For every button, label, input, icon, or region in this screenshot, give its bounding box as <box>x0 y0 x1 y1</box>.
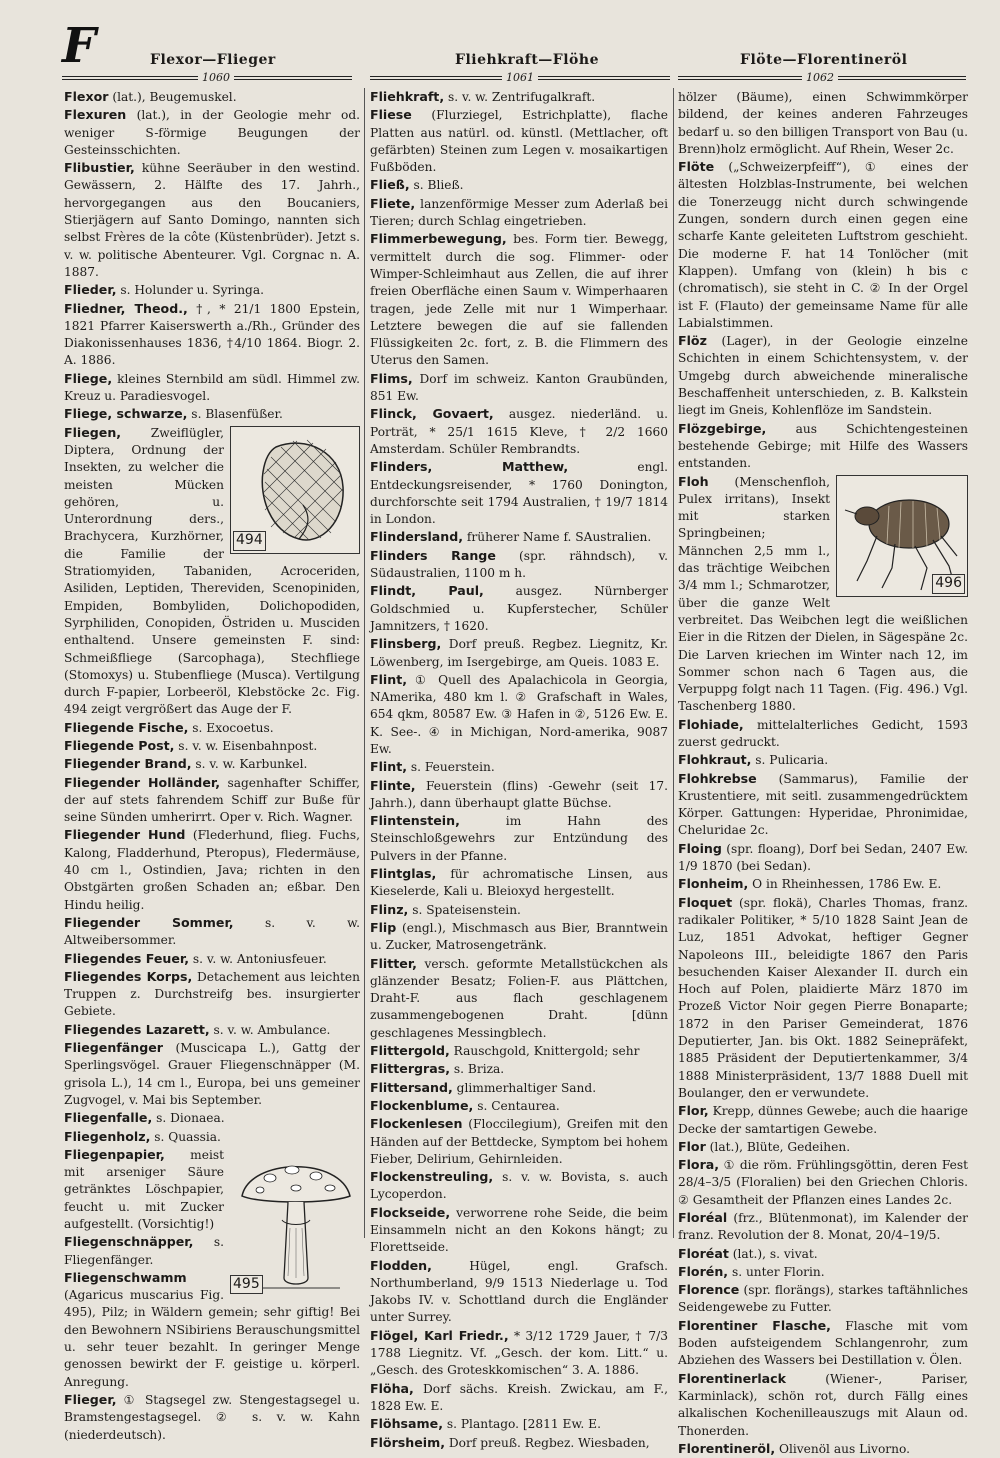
entry <box>370 405 668 458</box>
definition: s. Blasenfüßer. <box>187 407 283 422</box>
entry <box>678 1370 968 1440</box>
definition: aus Schichtengesteinen bestehende Gebirge; mit Hilfe des Wassers entstanden. <box>678 421 968 471</box>
entry <box>64 774 360 827</box>
entry <box>370 1204 668 1257</box>
headword: Florentiner Flasche, <box>678 1317 831 1333</box>
definition: Detachement aus leichten Truppen z. Durchstreifg bes. insurgierter Gebiete. <box>64 969 360 1019</box>
definition: s. Quassia. <box>150 1129 221 1144</box>
headword: Flexuren <box>64 107 127 123</box>
entry <box>64 950 360 968</box>
headword: Fliedner, Theod., <box>64 300 188 316</box>
entry <box>64 968 360 1021</box>
headword: Fliegende Fische, <box>64 719 189 735</box>
entry <box>678 894 968 1103</box>
entry <box>678 88 968 158</box>
headword: Flöhsame, <box>370 1416 443 1432</box>
entry <box>678 751 968 769</box>
definition: Dorf preuß. Regbez. Liegnitz, Kr. Löwenberg, im Isergebirge, am Queis. 1083 E. <box>370 637 668 669</box>
definition: (spr. rähndsch), v. Südaustralien, 1100 m h. <box>370 548 668 581</box>
definition: Krepp, dünnes Gewebe; auch die haarige Decke der samtartigen Gewebe. <box>678 1104 968 1136</box>
definition: ausgez. Nürnberger Goldschmied u. Kupferstecher, Schüler Jamnitzers, † 1620. <box>370 584 668 633</box>
headword: Flonheim, <box>678 876 749 892</box>
definition: versch. geformte Metallstückchen als glänzender Besatz; Folien-F. aus Plättchen, Draht-F. aus flach geschlagenem zusammengebogenen Draht. [dünn geschlagenes Messingblech. <box>370 956 668 1040</box>
entry <box>64 106 360 159</box>
headword: Flinte, <box>370 777 416 793</box>
entry <box>678 1102 968 1138</box>
headword: Flittersand, <box>370 1079 453 1095</box>
entry <box>64 281 360 299</box>
headword: Floréal <box>678 1210 728 1225</box>
headword: Flöte <box>678 159 715 175</box>
entry <box>370 370 668 406</box>
definition: Dorf im schweiz. Kanton Graubünden, 851 Ew. <box>370 371 668 404</box>
definition: (Muscicapa L.), Gattg der Sperlingsvögel. Grauer Fliegenschnäpper (M. grisola L.), 14 cm l., Europa, bei uns gemeiner Zugvogel, v. Mai bis September. <box>64 1041 360 1107</box>
definition: (engl.), Mischmasch aus Bier, Branntwein u. Zucker, Matrosengetränk. <box>370 920 668 953</box>
definition: hölzer (Bäume), einen Schwimmkörper bildend, der keines anderen Fahrzeuges bedarf u. so den billigen Transport von Bau (u. Brenn)holz ermöglicht. Auf Rhein, Weser 2c. <box>678 90 968 156</box>
definition: s. Fliegenfänger. <box>64 1235 224 1267</box>
definition: (Agaricus muscarius Fig. 495), Pilz; in Wäldern gemein; sehr giftig! Bei den Bewohnern NSibiriens Berauschungsmittel u. sehr teuer bezahlt. In geringer Menge genossen bewirkt der F. geistige u. körperl. Anregung. <box>64 1288 360 1389</box>
definition: s. v. w. Bovista, s. auch Lycoperdon. <box>370 1170 668 1202</box>
entry <box>370 1079 668 1097</box>
entry <box>370 582 668 635</box>
entry <box>370 1042 668 1060</box>
headword: Flexor <box>64 89 109 104</box>
headword: Flockenblume, <box>370 1097 474 1113</box>
headword: Flip <box>370 919 397 935</box>
headword: Flinsberg, <box>370 636 442 652</box>
headword: Flöz <box>678 333 707 349</box>
headword: Florén, <box>678 1263 729 1279</box>
headword: Florentinerlack <box>678 1370 787 1386</box>
definition: Flasche mit vom Boden aufsteigendem Schlangenrohr, zum Abziehen des Wassers bei Destillation v. Ölen. <box>678 1318 968 1368</box>
headword: Floquet <box>678 894 733 910</box>
headword: Fliegendes Korps, <box>64 968 193 984</box>
headword: Fliehkraft, <box>370 89 445 104</box>
definition: Olivenöl aus Livorno. <box>775 1441 910 1456</box>
definition: O in Rheinhessen, 1786 Ew. E. <box>748 877 942 892</box>
headword: Flittergold, <box>370 1043 450 1059</box>
entry <box>370 458 668 528</box>
headword: Fliegender Holländer, <box>64 774 221 790</box>
headword: Flimmerbewegung, <box>370 231 507 247</box>
entry <box>64 88 360 106</box>
headword: Flibustier, <box>64 160 135 176</box>
entry <box>64 719 360 737</box>
headword: Fliegende Post, <box>64 737 175 753</box>
entry <box>64 300 360 370</box>
definition: ausgez. niederländ. u. Porträt, * 25/1 1615 Kleve, † 2/2 1660 Amsterdam. Schüler Rembrandts. <box>370 407 668 456</box>
headword: Fliegendes Feuer, <box>64 950 190 966</box>
definition: s. unter Florin. <box>728 1264 825 1279</box>
figure-number: 494 <box>233 531 266 550</box>
figure-number: 495 <box>230 1275 263 1294</box>
definition: s. Holunder u. Syringa. <box>116 283 264 298</box>
definition: (lat.), Blüte, Gedeihen. <box>705 1139 851 1154</box>
entry <box>370 812 668 865</box>
entry <box>678 332 968 419</box>
headword: Flinz, <box>370 901 409 917</box>
headword: Fließ, <box>370 177 410 193</box>
definition: ① Quell des Apalachicola in Georgia, NAmerika, 480 km l. ② Grafschaft in Wales, 654 qkm, 80587 Ew. ③ Hafen in ②, 5126 Ew. E. K. See-. ④ in Michigan, Nord-amerika, 9087 Ew. <box>370 672 668 756</box>
headword: Floréat <box>678 1245 729 1261</box>
definition: s. Briza. <box>450 1062 505 1077</box>
entry <box>678 1209 968 1245</box>
entry <box>678 1138 968 1156</box>
column-right <box>678 88 968 1458</box>
definition: Zweiflügler, Diptera, Ordnung der Insekten, zu welcher die meisten Mücken gehören, u. Unterordnung ders., Brachycera, Kurzhörner, die Familie der Stratiomyiden, Tabaniden, Acroceriden, Asiliden, Leptiden, Thereviden, Scenopiniden, Empiden, Bombyliden, Dolichopodiden, Syrphiliden, Conopiden, Östriden u. Musciden enthaltend. Unsere gemeinsten F. sind: Schmeißfliege (Sarcophaga), Stechfliege (Stomoxys) u. Stubenfliege (Musca). Vertilgung durch F-papier, Lorbeeröl, Klebstöcke 2c. Fig. 494 zeigt vergrößert das Auge der F. <box>64 425 360 717</box>
definition: s. Bließ. <box>409 178 464 193</box>
entry <box>64 914 360 950</box>
entry <box>370 865 668 901</box>
entry <box>678 840 968 876</box>
entry <box>678 716 968 752</box>
headword: Fliegendes Lazarett, <box>64 1021 210 1037</box>
entry <box>64 424 360 719</box>
headword: Flockenstreuling, <box>370 1169 494 1185</box>
entry <box>370 1257 668 1327</box>
entry <box>370 88 668 106</box>
entry <box>370 195 668 231</box>
definition: lanzenförmige Messer zum Aderlaß bei Tieren; durch Schlag eingetrieben. <box>370 196 668 229</box>
definition: sagenhafter Schiffer, der auf stets fahrendem Schiff zur Buße für seine Sünden umherirrt. Oper v. Rich. Wagner. <box>64 775 360 825</box>
definition: s. v. w. Karbunkel. <box>191 757 308 772</box>
definition: kühne Seeräuber in den westind. Gewässern, 2. Hälfte des 17. Jahrh., hervorgegangen aus den Boucaniers, Stierjägern auf Santo Domingo, nannten sich selbst Frères de la côte (Küstenbrüder). Jetzt s. v. w. politische Abenteurer. Vgl. Corgnac n. A. 1887. <box>64 161 360 279</box>
entry <box>370 635 668 671</box>
definition: ① die röm. Frühlingsgöttin, deren Fest 28/4–3/5 (Floralien) bei den Griechen Chloris. ② Gesamtheit der Pflanzen eines Landes 2c. <box>678 1158 968 1207</box>
headword: Fliegender Sommer, <box>64 914 234 930</box>
entry <box>678 1263 968 1281</box>
entry <box>64 370 360 406</box>
running-head-right: Flöte—Florentineröl <box>740 52 908 68</box>
headword: Fliegenschnäpper, <box>64 1234 194 1250</box>
running-head-left: Flexor—Flieger <box>150 52 276 68</box>
entry <box>370 106 668 176</box>
headword: Flörsheim, <box>370 1434 446 1450</box>
headword: Flitter, <box>370 955 417 971</box>
entry <box>370 1380 668 1416</box>
definition: * 3/12 1729 Jauer, † 7/3 1788 Liegnitz. Vf. „Gesch. der kom. Litt.“ u. „Gesch. des Groteskkomischen“ 3. A. 1886. <box>370 1328 668 1378</box>
definition: kleines Sternbild am südl. Himmel zw. Kreuz u. Paradiesvogel. <box>64 371 360 404</box>
headword: Fliegen, <box>64 424 122 440</box>
headword: Flinck, Govaert, <box>370 406 494 422</box>
figure-496-flea <box>836 475 968 597</box>
headword: Fliegenfänger <box>64 1040 164 1056</box>
headword: Fliege, <box>64 370 113 386</box>
figure-494-fly-eye <box>230 426 360 554</box>
headword: Floing <box>678 840 722 856</box>
definition: (lat.), in der Geologie mehr od. weniger S-förmige Beugungen der Gesteinsschichten. <box>64 108 360 157</box>
definition: s. v. w. Ambulance. <box>209 1022 331 1037</box>
definition: meist mit arseniger Säure getränktes Löschpapier, feucht u. mit Zucker aufgestellt. (Vorsichtig!) <box>64 1147 224 1231</box>
definition: (Flurziegel, Estrichplatte), flache Platten aus natürl. od. künstl. (Mettlacher, oft gefärbten) Steinen zum Legen v. mosaikartigen Fußböden. <box>370 108 668 175</box>
entry <box>370 176 668 194</box>
entry <box>678 1156 968 1209</box>
entry <box>64 1391 360 1444</box>
definition: s. v. w. Antoniusfeuer. <box>189 951 327 966</box>
entry <box>370 777 668 813</box>
definition: für achromatische Linsen, aus Kieselerde, Kali u. Bleioxyd hergestellt. <box>370 867 668 899</box>
page-number-left: 1060 <box>198 72 234 84</box>
definition: s. v. w. Altweibersommer. <box>64 915 361 948</box>
headword: Flor, <box>678 1103 709 1119</box>
headword: Fliege, schwarze, <box>64 406 188 422</box>
definition: mittelalterliches Gedicht, 1593 zuerst gedruckt. <box>678 717 968 749</box>
entry <box>678 158 968 332</box>
headword: Flözgebirge, <box>678 420 767 436</box>
definition: †, * 21/1 1800 Epstein, 1821 Pfarrer Kaiserswerth a./Rh., Gründer des Diakonissenhauses 1836, †4/10 1864. Biogr. 2. A. 1886. <box>64 301 360 368</box>
definition: (spr. floang), Dorf bei Sedan, 2407 Ew. 1/9 1870 (bei Sedan). <box>678 841 968 874</box>
column-middle <box>370 88 668 1452</box>
headword: Flieger, <box>64 1391 117 1407</box>
headword: Flindt, Paul, <box>370 583 484 599</box>
entry <box>370 1115 668 1168</box>
column-left <box>64 88 360 1444</box>
entry <box>64 159 360 281</box>
definition: (Sammarus), Familie der Krustentiere, mit seitl. zusammengedrücktem Körper. Gattungen: Hyperidae, Phronimidae, Cheluridae 2c. <box>678 771 968 838</box>
definition: (Floccilegium), Greifen mit den Händen auf der Bettdecke, Symptom bei hohem Fieber, Delirium, Gehirnleiden. <box>370 1117 668 1166</box>
definition: verworrene rohe Seide, die beim Einsammeln nicht an den Kokons hängt; zu Florettseide. <box>370 1205 668 1255</box>
headword: Flittergras, <box>370 1061 451 1077</box>
headword: Florentineröl, <box>678 1440 776 1456</box>
entry <box>678 875 968 893</box>
definition: s. Dionaea. <box>152 1111 225 1126</box>
definition: (spr. flokä), Charles Thomas, franz. radikaler Politiker, * 5/10 1828 Saint Jean de Luz, 1851 Advokat, heftiger Gegner Napoleons III., beleidigte 1867 den Paris besuchenden Kaiser Alexander II. durch ein Hoch auf Polen, plaidierte März 1870 im Prozeß Victor Noir gegen Pierre Bonaparte; 1872 in den Pariser Gemeinderat, 1876 Deputierter, Jan. bis Okt. 1882 Seinepräfekt, 1885 Präsident der Deputiertenkammer, 3/4 1888 Ministerpräsident, 13/7 1888 Duell mit Boulanger, den er verwundete. <box>678 895 968 1100</box>
entry <box>64 1109 360 1127</box>
definition: (Lager), in der Geologie einzelne Schichten in einem Schichtensystem, v. der Umgebg durch abweichende mineralische Beschaffenheit unterschieden, z. B. Kalkstein liegt im Gneis, Kohlenflöze im Sandstein. <box>678 334 968 418</box>
running-head-middle: Fliehkraft—Flöhe <box>455 52 599 68</box>
headword: Flindersland, <box>370 529 464 545</box>
headword: Floh <box>678 473 709 489</box>
headword: Flohiade, <box>678 716 744 732</box>
definition: im Hahn des Steinschloßgewehrs zur Entzündung des Pulvers in der Pfanne. <box>370 814 668 863</box>
headword: Flintglas, <box>370 866 437 882</box>
definition: Rauschgold, Knittergold; sehr <box>449 1044 640 1059</box>
headword: Fliegender Hund <box>64 827 186 843</box>
definition: (Flederhund, flieg. Fuchs, Kalong, Fladderhund, Pteropus), Fledermäuse, 40 cm l., Ostindien, Java; richten in den Obstgärten großen Schaden an; eßbar. Den Hindu heilig. <box>64 828 360 912</box>
headword: Fliegenholz, <box>64 1128 151 1144</box>
entry <box>370 919 668 955</box>
definition: (spr. florängs), starkes taftähnliches Seidengewebe zu Futter. <box>678 1283 968 1315</box>
definition: s. Centaurea. <box>473 1098 560 1113</box>
headword: Flögel, Karl Friedr., <box>370 1327 509 1343</box>
definition: (frz., Blütenmonat), im Kalender der franz. Revolution der 8. Monat, 20/4–19/5. <box>678 1211 968 1243</box>
entry <box>64 405 360 423</box>
headword: Flora, <box>678 1157 720 1173</box>
definition: s. v. w. Zentrifugalkraft. <box>444 90 596 104</box>
figure-495-mushroom <box>230 1148 360 1298</box>
headword: Fliegender Brand, <box>64 756 192 772</box>
definition: s. Feuerstein. <box>407 760 495 775</box>
definition: s. v. w. Eisenbahnpost. <box>174 738 318 753</box>
definition: („Schweizerpfeiff“), ① eines der ältesten Holzblas-Instrumente, bei welchen die Tonerzeugg nicht durch schwingende Zungen, sondern durch einen gegen eine scharfe Kante geleiteten Luftstrom geschieht. Die moderne F. hat 14 Tonlöcher (mit Klappen). Umfang von (klein) h bis c (chromatisch), sie steht in C. ② In der Orgel ist F. (Flauto) der gemeinsame Name für alle Labialstimmen. <box>678 160 968 330</box>
definition: ① Stagsegel zw. Stengestagsegel u. Bramstengestagsegel. ② s. v. w. Kahn (niederdeutsch). <box>64 1392 360 1442</box>
headword: Fliese <box>370 107 412 123</box>
entry <box>678 1281 968 1317</box>
headword: Fliegenpapier, <box>64 1146 165 1162</box>
headword: Flockenlesen <box>370 1116 463 1132</box>
entry <box>370 547 668 583</box>
definition: früherer Name f. SAustralien. <box>463 530 652 545</box>
definition: (lat.), Beugemuskel. <box>108 90 237 104</box>
page-number-right: 1062 <box>802 72 838 84</box>
entry <box>370 1097 668 1115</box>
entry <box>370 901 668 919</box>
entry <box>370 1060 668 1078</box>
entry <box>64 1021 360 1039</box>
entry <box>678 1317 968 1370</box>
definition: (Wiener-, Pariser, Karminlack), schön rot, durch Fällg eines alkalischen Kochenilleauszugs mit Alaun od. Thonerden. <box>678 1371 968 1438</box>
entry <box>678 1245 968 1263</box>
definition: bes. Form tier. Bewegg, vermittelt durch die sog. Flimmer- oder Wimper-Schleimhaut aus Zellen, die auf ihrer freien Oberfläche einen Saum v. Wimperhaaren tragen, jede Zelle mit nur 1 Wimperhaar. Letztere bewegen die auf sie fallenden Flüssigkeiten 2c. fort, z. B. die Flimmern des Uterus den Samen. <box>370 232 668 368</box>
entry <box>64 1039 360 1109</box>
definition: engl. Entdeckungsreisender, * 1760 Donington, durchforschte seit 1794 Australien, † 19/7 1814 in London. <box>370 460 668 527</box>
definition: s. Exocoetus. <box>188 720 274 735</box>
headword: Flohkraut, <box>678 752 752 768</box>
definition: s. Pulicaria. <box>751 753 829 768</box>
entry <box>678 473 968 716</box>
entry <box>370 230 668 369</box>
headword: Florence <box>678 1282 740 1298</box>
headword: Fliegenschwamm <box>64 1269 187 1285</box>
entry <box>370 1434 668 1452</box>
entry <box>64 755 360 773</box>
column-separator-2 <box>673 88 674 1238</box>
headword: Fliete, <box>370 195 416 211</box>
entry <box>370 1327 668 1380</box>
page-number-middle: 1061 <box>502 72 538 84</box>
entry <box>370 955 668 1042</box>
entry <box>678 420 968 473</box>
entry <box>370 758 668 776</box>
headword: Flinders Range <box>370 547 496 563</box>
headword: Flint, <box>370 759 408 775</box>
headword: Flor <box>678 1138 706 1154</box>
entry <box>64 1128 360 1146</box>
entry <box>370 1168 668 1204</box>
entry <box>678 1440 968 1458</box>
headword: Flohkrebse <box>678 770 757 786</box>
column-separator-1 <box>364 88 365 1238</box>
definition: s. Spateisenstein. <box>408 902 521 917</box>
entry <box>64 737 360 755</box>
entry <box>370 1415 668 1433</box>
figure-number: 496 <box>932 574 965 593</box>
definition: (Menschenfloh, Pulex irritans), Insekt mit starken Springbeinen; Männchen 2,5 mm l., das trächtige Weibchen 3/4 mm l.; Schmarotzer, über die ganze Welt verbreitet. Das Weibchen legt die weißlichen Eier in die Ritzen der Dielen, in Sägespäne 2c. Die Larven kriechen im Winter nach 12, im Sommer schon nach 6 Tagen aus, die Verpuppg folgt nach 11 Tagen. (Fig. 496.) Vgl. Taschenberg 1880. <box>678 474 968 714</box>
section-letter: F <box>62 18 97 74</box>
headword: Flintenstein, <box>370 813 460 829</box>
definition: Feuerstein (flins) -Gewehr (seit 17. Jahrh.), dann überhaupt glatte Büchse. <box>370 778 668 810</box>
definition: (lat.), s. vivat. <box>728 1246 818 1261</box>
definition: s. Plantago. [2811 Ew. E. <box>442 1417 601 1432</box>
headword: Flint, <box>370 671 408 687</box>
headword: Flockseide, <box>370 1204 451 1220</box>
definition: Dorf preuß. Regbez. Wiesbaden, <box>445 1435 650 1450</box>
headword: Flodden, <box>370 1257 432 1273</box>
headword: Flieder, <box>64 282 117 298</box>
definition: glimmerhaltiger Sand. <box>452 1080 597 1095</box>
entry <box>678 770 968 840</box>
entry <box>370 528 668 546</box>
entry <box>64 826 360 913</box>
definition: Dorf sächs. Kreish. Zwickau, am F., 1828 Ew. E. <box>370 1381 668 1413</box>
headword: Flinders, Matthew, <box>370 459 569 475</box>
definition: Hügel, engl. Grafsch. Northumberland, 9/9 1513 Niederlage u. Tod Jakobs IV. v. Schottland durch die Engländer unter Surrey. <box>370 1258 668 1325</box>
entry <box>370 671 668 758</box>
headword: Fliegenfalle, <box>64 1110 153 1126</box>
headword: Flims, <box>370 370 413 386</box>
headword: Flöha, <box>370 1380 414 1396</box>
